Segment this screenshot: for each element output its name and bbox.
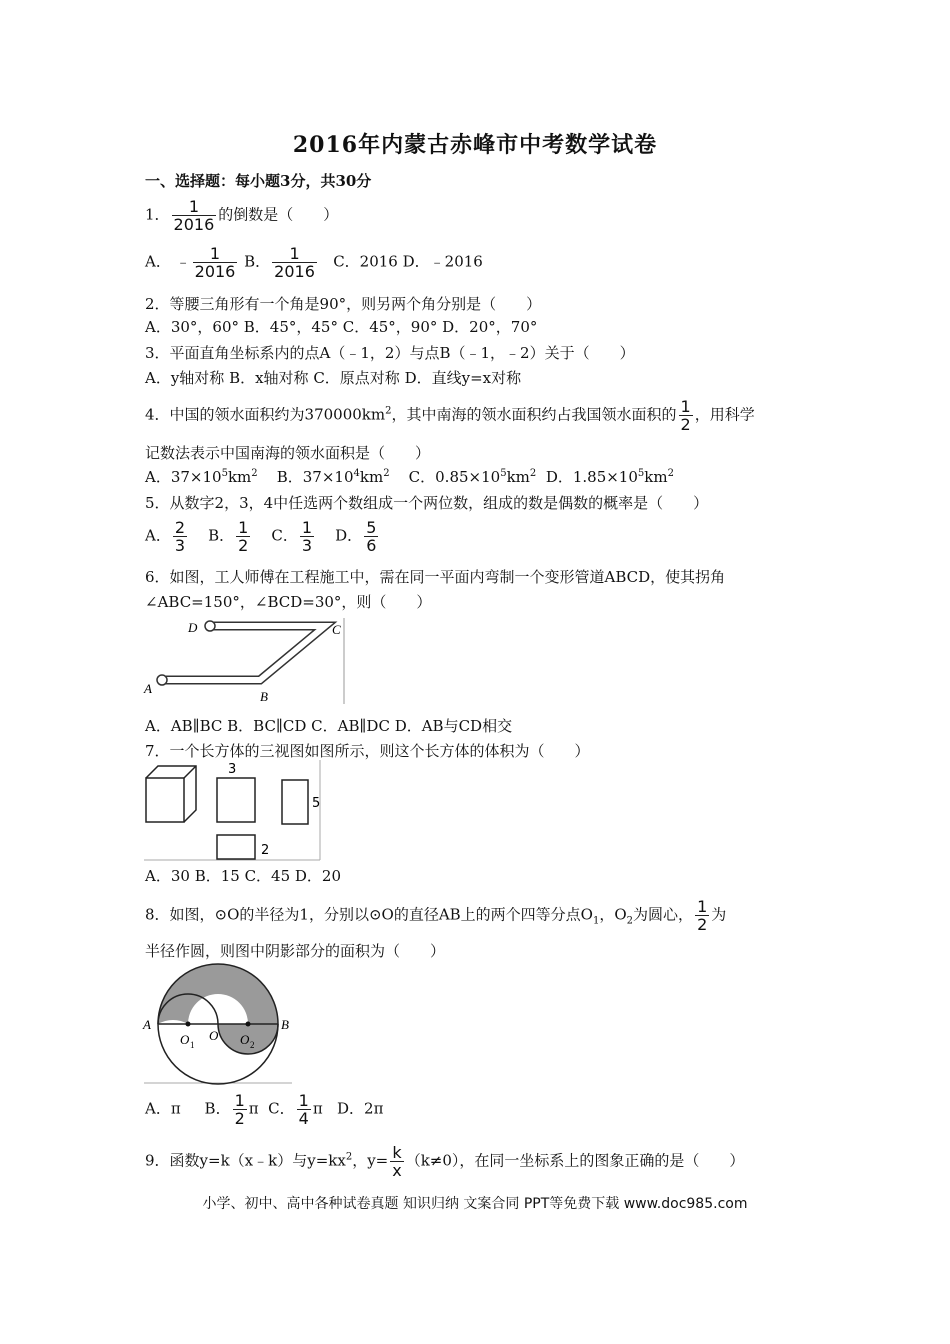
q8-options: A．π B． $\frac{1}{2}$ π C． $\frac{1}{4}$ π D．2π (145, 1091, 384, 1128)
q7-options: A．30 B．15 C．45 D．20 (145, 867, 342, 885)
label-O: O (209, 1028, 219, 1043)
fraction: $\frac{1}{2}$ (697, 897, 708, 934)
q9-stem: 9．函数y=k（x﹣k）与$y=kx^2$，y= $\frac{k}{x}$ （k≠0），在同一坐标系上的图象正确的是（ ） (145, 1143, 745, 1180)
q8-stem-cont: 半径作圆，则图中阴影部分的面积为（ ） (145, 942, 446, 960)
label-A: A (144, 681, 152, 696)
fraction: $\frac{1}{2016}$ (274, 244, 315, 281)
dim-right: 5 (312, 796, 321, 811)
label-O1: O (180, 1032, 190, 1047)
q5-options: A． $\frac{2}{3}$ B． $\frac{1}{2}$ C． $\frac{1}{3}$ D． $\frac{5}{6}$ (145, 518, 377, 555)
q6-stem: 6．如图，工人师傅在工程施工中，需在同一平面内弯制一个变形管道ABCD，使其拐角 (145, 568, 726, 586)
q7-stem: 7．一个长方体的三视图如图所示，则这个长方体的体积为（ ） (145, 742, 590, 760)
q4-options: A．$37\times 10^5km^2$ B．$37\times 10^4km^2$ C．$0.85\times 10^5km^2$ D．$1.85\times 10^5km^2$ (145, 468, 674, 486)
label-D: D (188, 620, 198, 635)
footer-text: 小学、初中、高中各种试卷真题 知识归纳 文案合同 PPT等免费下载 www.doc985.com (202, 1196, 748, 1212)
label-B: B (260, 689, 268, 704)
q6-options: A．AB∥BC B．BC∥CD C．AB∥DC D．AB与CD相交 (145, 717, 513, 735)
label-A: A (143, 1017, 151, 1032)
fraction: $\frac{1}{2}$ (234, 1091, 245, 1128)
q4-stem-cont: 记数法表示中国南海的领水面积是（ ） (145, 444, 431, 462)
label-O2-sub: 2 (250, 1040, 255, 1050)
dim-top: 3 (228, 762, 237, 777)
fraction: $\frac{5}{6}$ (366, 518, 377, 555)
fraction: $\frac{k}{x}$ (392, 1143, 402, 1180)
q4-stem: 4．中国的领水面积约为$370000km^2$，其中南海的领水面积约占我国领水面积的 $\frac{1}{2}$ ，用科学 (145, 397, 755, 434)
q3-stem: 3．平面直角坐标系内的点A（﹣1，2）与点B（﹣1，﹣2）关于（ ） (145, 344, 635, 362)
fraction: $\frac{1}{2016}$ (173, 197, 215, 234)
page-title: 2016年内蒙古赤峰市中考数学试卷 (292, 132, 658, 158)
q6-stem-cont: ∠ABC=150°，∠BCD=30°，则（ ） (145, 593, 432, 611)
q8-stem: 8．如图，⊙O的半径为1，分别以⊙O的直径AB上的两个四等分点$O_1$，$O_2$为圆心， $\frac{1}{2}$ 为 (145, 897, 727, 934)
q2-stem: 2．等腰三角形有一个角是90°，则另两个角分别是（ ） (145, 295, 542, 313)
fraction: $\frac{1}{3}$ (301, 518, 313, 555)
q1-options: A． ﹣ $\frac{1}{2016}$ B． $\frac{1}{2016}$ C．2016 D．﹣2016 (145, 244, 483, 281)
circle-figure (140, 960, 300, 1085)
label-C: C (332, 622, 341, 637)
fraction: $\frac{1}{4}$ (298, 1091, 309, 1128)
pipe-figure (140, 618, 350, 706)
three-view-figure (140, 760, 325, 862)
q2-options: A．30°，60° B．45°，45° C．45°，90° D．20°，70° (145, 318, 538, 336)
fraction: $\frac{1}{2016}$ (194, 244, 236, 281)
q5-stem: 5．从数字2，3，4中任选两个数组成一个两位数，组成的数是偶数的概率是（ ） (145, 494, 709, 512)
q1-stem: 1． $\frac{1}{2016}$ 的倒数是（ ） (145, 197, 339, 234)
fraction: $\frac{1}{2}$ (680, 397, 691, 434)
fraction: $\frac{1}{2}$ (238, 518, 249, 555)
fraction: $\frac{2}{3}$ (174, 518, 186, 555)
dim-bottom: 2 (261, 843, 270, 858)
label-O1-sub: 1 (190, 1040, 195, 1050)
section-heading: 一、选择题：每小题3分，共30分 (145, 172, 372, 190)
q3-options: A．y轴对称 B．x轴对称 C．原点对称 D．直线y=x对称 (145, 369, 522, 387)
label-O2: O (240, 1032, 250, 1047)
label-B: B (281, 1017, 289, 1032)
